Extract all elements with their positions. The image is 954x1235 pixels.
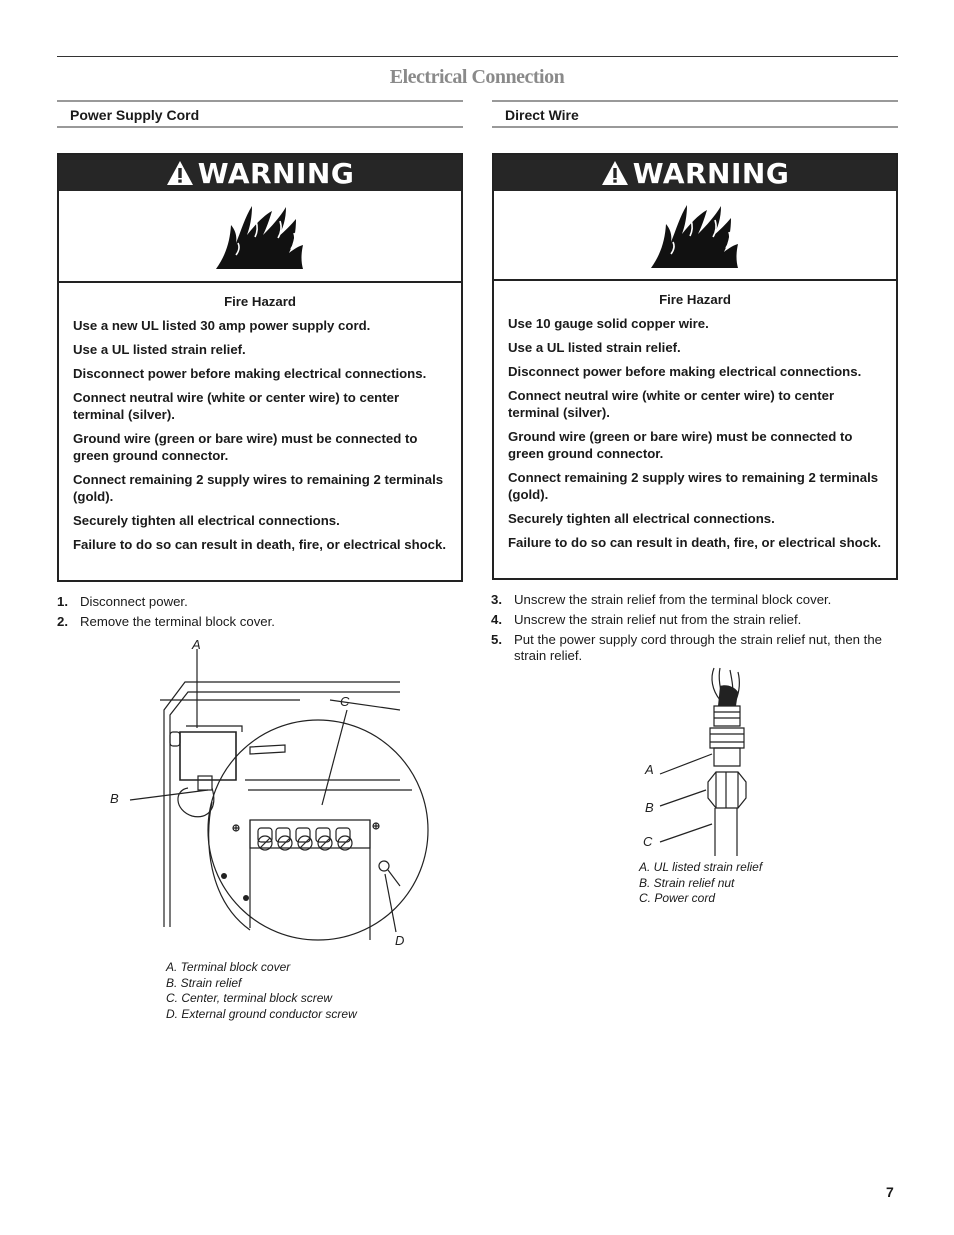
caption-line: B. Strain relief nut — [639, 875, 735, 890]
step-item — [57, 594, 463, 610]
callout-a: A — [645, 762, 654, 777]
step-number: 1. — [57, 594, 68, 609]
warning-text — [59, 283, 461, 553]
step-item — [57, 614, 463, 630]
warning-line: Ground wire (green or bare wire) must be connected to green ground connector. — [73, 431, 418, 463]
callout-d: D — [395, 933, 405, 948]
warning-line: Disconnect power before making electrical connections. — [73, 366, 427, 381]
flame-panel — [494, 191, 896, 281]
step-number: 4. — [491, 612, 502, 627]
fire-hazard-icon — [214, 201, 306, 271]
step-text: Unscrew the strain relief nut from the strain relief. — [514, 612, 802, 627]
warning-banner — [494, 155, 896, 191]
figure-caption-left — [166, 960, 357, 1022]
caption-line: A. Terminal block cover — [166, 960, 291, 974]
warning-line: Use a UL listed strain relief. — [73, 342, 246, 357]
fire-hazard-icon — [649, 200, 741, 270]
step-text: Put the power supply cord through the strain relief nut, then the strain relief. — [514, 632, 883, 663]
hazard-title: Fire Hazard — [659, 292, 731, 307]
flame-panel — [59, 191, 461, 283]
step-number: 2. — [57, 614, 68, 629]
steps-list-left — [57, 594, 463, 630]
caption-line: B. Strain relief — [166, 975, 242, 990]
warning-line: Connect remaining 2 supply wires to remaining 2 terminals (gold). — [73, 472, 444, 504]
warning-line: Use 10 gauge solid copper wire. — [508, 316, 709, 331]
warning-line: Securely tighten all electrical connections. — [508, 511, 775, 526]
warning-banner — [59, 155, 461, 191]
page-title: Electrical Connection — [389, 66, 565, 88]
caption-line: C. Center, terminal block screw — [166, 991, 333, 1005]
warning-line: Failure to do so can result in death, fire, or electrical shock. — [73, 537, 447, 552]
warning-box-direct-wire — [492, 153, 898, 580]
warning-text — [494, 281, 896, 551]
caption-line: C. Power cord — [639, 891, 716, 905]
callout-b: B — [645, 800, 654, 815]
step-text: Unscrew the strain relief from the terminal block cover. — [514, 592, 832, 607]
step-item — [491, 592, 898, 608]
warning-line: Failure to do so can result in death, fire, or electrical shock. — [508, 535, 882, 550]
strain-relief-illustration — [640, 666, 760, 856]
callout-b: B — [110, 791, 119, 806]
terminal-block-illustration — [100, 640, 430, 960]
section-heading-direct-wire: Direct Wire — [492, 100, 898, 128]
warning-line: Securely tighten all electrical connections. — [73, 513, 340, 528]
warning-line: Disconnect power before making electrical connections. — [508, 364, 862, 379]
step-item — [491, 612, 898, 628]
warning-line: Connect remaining 2 supply wires to remaining 2 terminals (gold). — [508, 470, 879, 502]
hazard-title: Fire Hazard — [224, 294, 296, 309]
callout-c: C — [643, 834, 653, 849]
warning-line: Use a UL listed strain relief. — [508, 340, 681, 355]
warning-triangle-icon — [601, 160, 629, 186]
steps-list-right — [491, 592, 898, 664]
page-number: 7 — [886, 1184, 894, 1200]
step-text: Disconnect power. — [80, 594, 188, 609]
callout-a: A — [192, 640, 201, 652]
caption-line: D. External ground conductor screw — [166, 1006, 357, 1021]
step-number: 3. — [491, 592, 502, 607]
caption-line: A. UL listed strain relief — [639, 860, 763, 874]
section-heading-power-supply-cord: Power Supply Cord — [57, 100, 463, 128]
figure-caption-right — [639, 860, 762, 907]
top-rule — [57, 56, 898, 57]
warning-box-power-supply-cord — [57, 153, 463, 582]
warning-line: Ground wire (green or bare wire) must be connected to green ground connector. — [508, 429, 853, 461]
step-item — [491, 632, 898, 664]
callout-c: C — [340, 694, 350, 709]
warning-label: WARNING — [197, 156, 355, 190]
step-text: Remove the terminal block cover. — [80, 614, 275, 629]
warning-line: Connect neutral wire (white or center wire) to center terminal (silver). — [73, 390, 400, 422]
warning-label: WARNING — [632, 156, 790, 190]
warning-line: Connect neutral wire (white or center wire) to center terminal (silver). — [508, 388, 835, 420]
warning-triangle-icon — [166, 160, 194, 186]
warning-line: Use a new UL listed 30 amp power supply cord. — [73, 318, 371, 333]
step-number: 5. — [491, 632, 502, 647]
